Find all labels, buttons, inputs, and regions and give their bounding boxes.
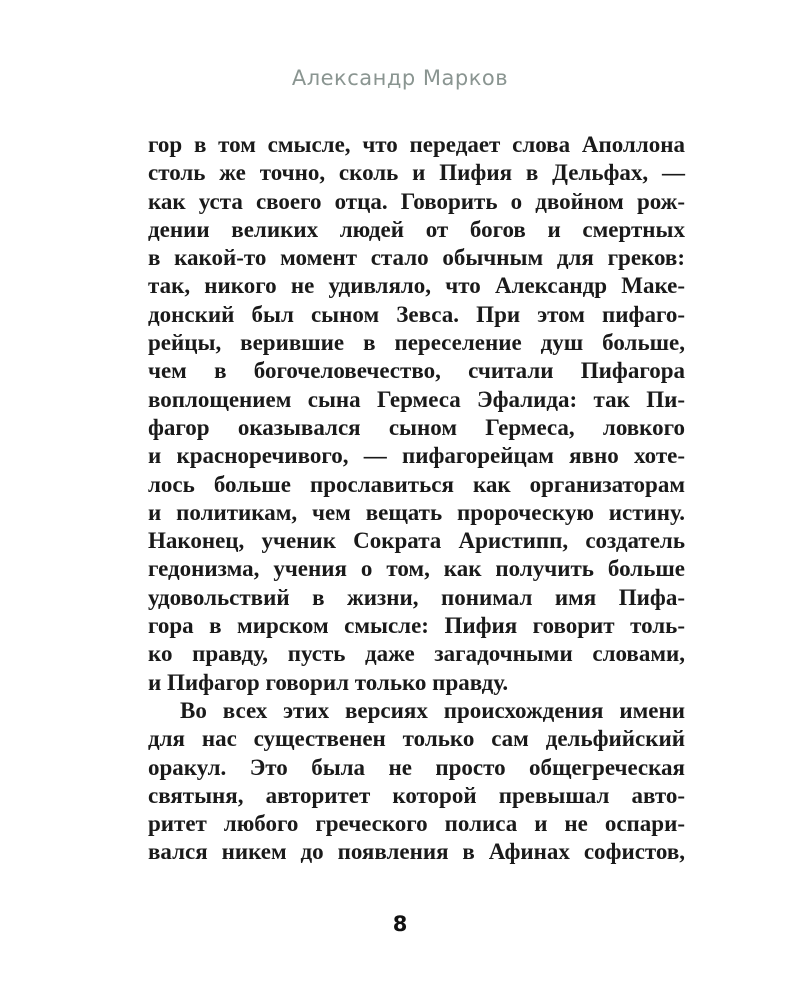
- text-line: воплощением сына Гермеса Эфалида: так Пи-: [148, 386, 685, 412]
- text-line: как уста своего отца. Говорить о двойном рож-: [148, 188, 685, 214]
- page-number: 8: [392, 912, 408, 936]
- paragraph-first-line: Во всех этих версиях происхождения имени: [180, 697, 685, 723]
- text-line: ритет любого греческого полиса и не оспари-: [148, 811, 685, 837]
- text-line: святыня, авторитет которой превышал авто-: [148, 782, 685, 808]
- text-line: удовольствий в жизни, понимал имя Пифа-: [148, 584, 685, 610]
- text-line: гедонизма, учения о том, как получить больше: [148, 556, 685, 582]
- running-head: Александр Марков: [291, 66, 509, 90]
- text-line: для нас существенен только сам дельфийский: [148, 726, 685, 752]
- text-line: столь же точно, сколь и Пифия в Дельфах, —: [148, 160, 685, 186]
- paragraph-last-line: и Пифагор говорил только правду.: [148, 669, 509, 695]
- text-line: в какой-то момент стало обычным для греков:: [148, 245, 685, 271]
- text-line: фагор оказывался сыном Гермеса, ловкого: [148, 414, 685, 440]
- text-line: ко правду, пусть даже загадочными словами,: [148, 641, 685, 667]
- text-line: так, никого не удивляло, что Александр Маке-: [148, 273, 685, 299]
- text-line: чем в богочеловечество, считали Пифагора: [148, 358, 685, 384]
- text-line: вался никем до появления в Афинах софистов,: [148, 839, 685, 865]
- text-line: донский был сыном Зевса. При этом пифаго-: [148, 301, 685, 327]
- text-line: гора в мирском смысле: Пифия говорит толь-: [148, 613, 685, 639]
- text-line: дении великих людей от богов и смертных: [148, 216, 685, 242]
- text-line: Наконец, ученик Сократа Аристипп, создатель: [148, 528, 685, 554]
- text-line: и красноречивого, — пифагорейцам явно хоте-: [148, 443, 685, 469]
- text-line: лось больше прославиться как организаторам: [148, 471, 685, 497]
- text-line: гор в том смысле, что передает слова Аполлона: [148, 132, 685, 157]
- text-line: рейцы, верившие в переселение душ больше,: [148, 330, 685, 356]
- text-line: оракул. Это была не просто общегреческая: [148, 754, 685, 780]
- text-line: и политикам, чем вещать пророческую истину.: [148, 499, 685, 525]
- body-text: [148, 131, 685, 867]
